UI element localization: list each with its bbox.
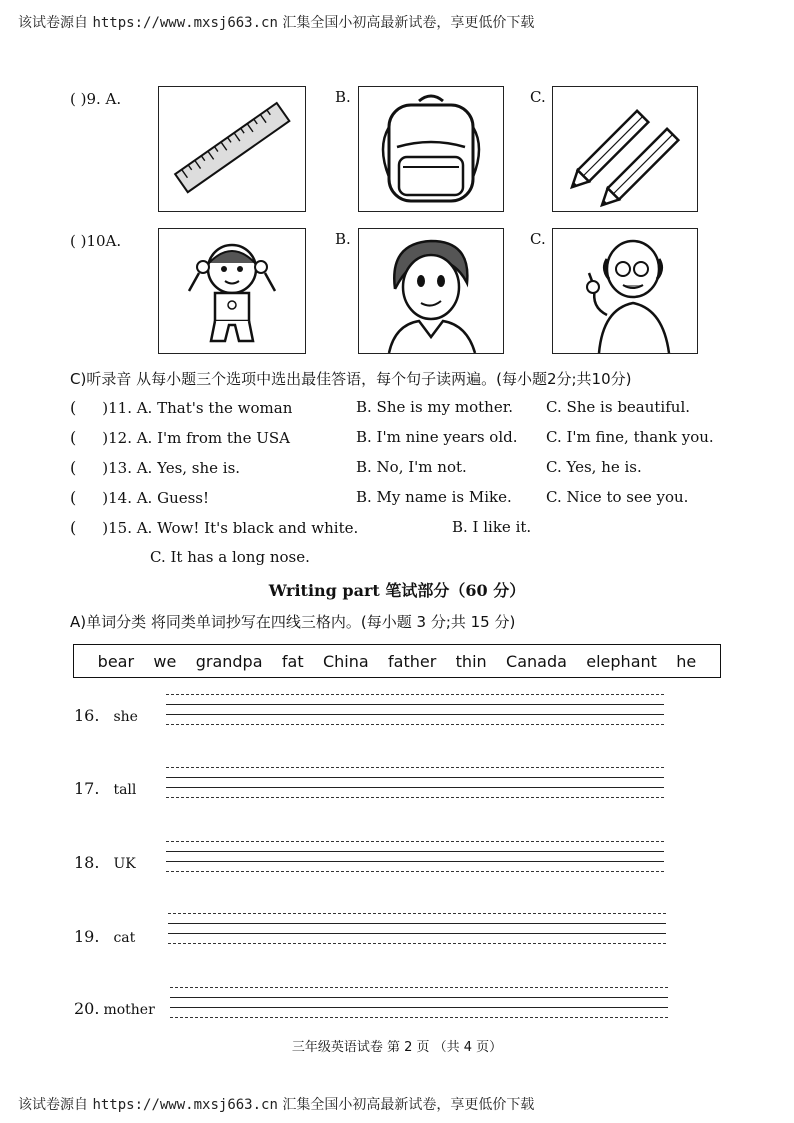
woman-image	[358, 228, 504, 354]
question-10-number: ( )10A.	[70, 232, 122, 250]
writing-item-20: 20. mother	[74, 999, 155, 1018]
question-row: ( )12. A. I'm from the USA	[70, 428, 290, 447]
word: China	[322, 651, 369, 671]
page-footer: 三年级英语试卷 第 2 页 （共 4 页）	[291, 1040, 503, 1055]
word: fat	[281, 651, 304, 671]
backpack-image	[358, 86, 504, 212]
header-prefix: 该试卷源自	[18, 15, 88, 31]
option-c: C. She is beautiful.	[546, 398, 691, 416]
option-b: B. My name is Mike.	[356, 488, 512, 506]
question-row: ( )14. A. Guess!	[70, 488, 210, 507]
option-b: B. I like it.	[452, 518, 532, 536]
writing-item-16: 16. she	[74, 706, 138, 725]
word: we	[153, 651, 177, 671]
pencils-image	[552, 86, 698, 212]
option-b: B. No, I'm not.	[356, 458, 467, 476]
footer-suffix: 汇集全国小初高最新试卷，享更低价下载	[282, 1097, 535, 1113]
source-footer	[18, 1094, 534, 1114]
question-row: ( )15. A. Wow! It's black and white.	[70, 518, 359, 537]
writing-part-title: Writing part 笔试部分（60 分）	[268, 581, 526, 600]
header-suffix: 汇集全国小初高最新试卷，享更低价下载	[282, 15, 535, 31]
word: bear	[97, 651, 135, 671]
word-bank	[73, 644, 721, 678]
old-man-image	[552, 228, 698, 354]
source-header	[18, 12, 534, 32]
section-c-title: C)听录音 从每小题三个选项中选出最佳答语，每个句子读两遍。(每小题2分;共10分)	[70, 370, 632, 388]
writing-item-18: 18. UK	[74, 853, 136, 872]
option-c-label: C.	[530, 230, 546, 248]
word: elephant	[586, 651, 657, 671]
question-row: ( )13. A. Yes, she is.	[70, 458, 241, 477]
option-b-label: B.	[335, 230, 351, 248]
option-b: B. She is my mother.	[356, 398, 513, 416]
word: thin	[455, 651, 487, 671]
option-c: C. Nice to see you.	[546, 488, 689, 506]
girl-image	[158, 228, 306, 354]
writing-item-19: 19. cat	[74, 927, 136, 946]
option-c-label: C.	[530, 88, 546, 106]
section-a-title: A)单词分类 将同类单词抄写在四线三格内。(每小题 3 分;共 15 分)	[70, 613, 516, 631]
question-row: ( )11. A. That's the woman	[70, 398, 293, 417]
footer-prefix: 该试卷源自	[18, 1097, 88, 1113]
option-b-label: B.	[335, 88, 351, 106]
option-b: B. I'm nine years old.	[356, 428, 518, 446]
word: father	[388, 651, 437, 671]
writing-item-17: 17. tall	[74, 779, 137, 798]
option-c: C. Yes, he is.	[546, 458, 642, 476]
word: he	[676, 651, 697, 671]
option-c: C. I'm fine, thank you.	[546, 428, 714, 446]
word: grandpa	[195, 651, 263, 671]
word: Canada	[506, 651, 567, 671]
ruler-image	[158, 86, 306, 212]
footer-url[interactable]: https://www.mxsj663.cn	[92, 1097, 278, 1113]
header-url[interactable]: https://www.mxsj663.cn	[92, 15, 278, 31]
question-9-number: ( )9. A.	[70, 90, 122, 108]
option-c: C. It has a long nose.	[150, 548, 310, 566]
